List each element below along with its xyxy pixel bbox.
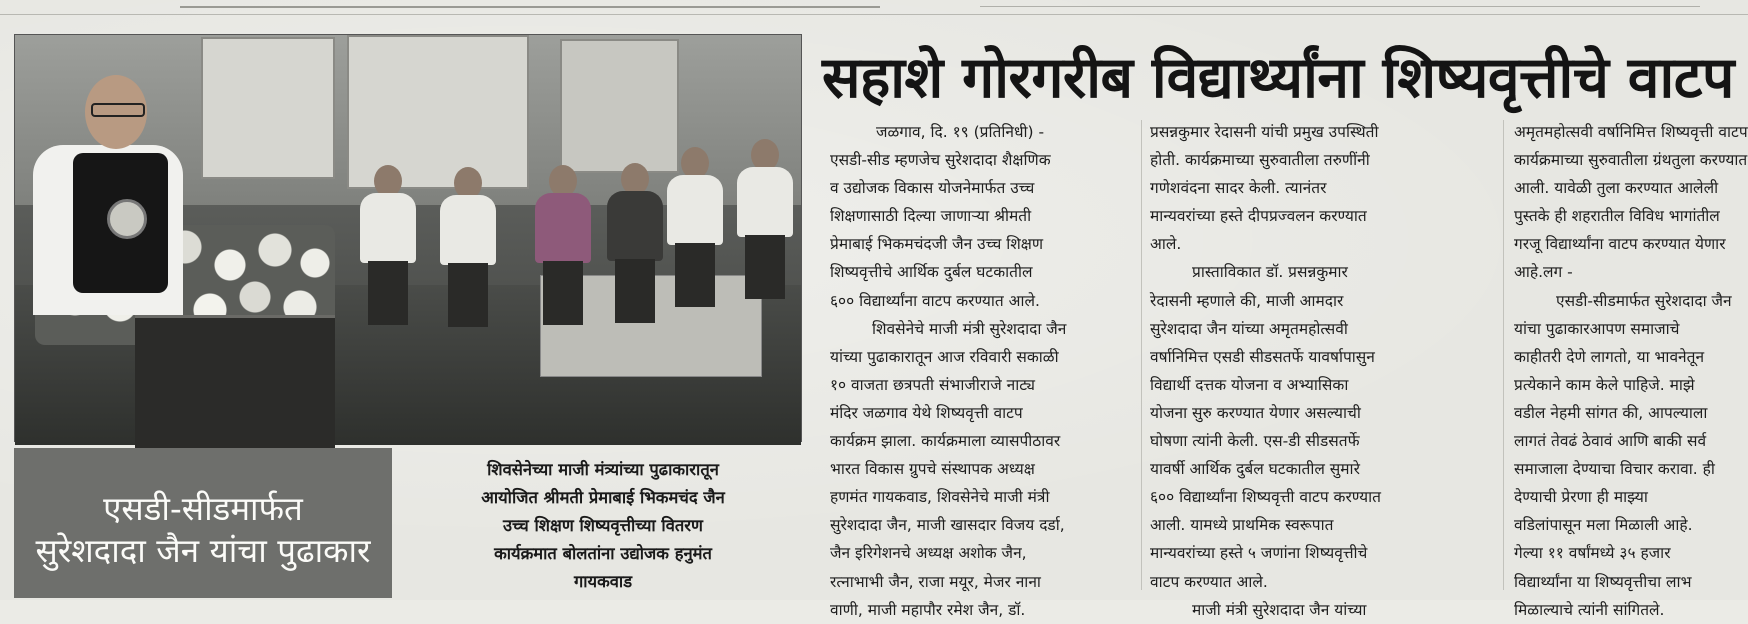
photo-guest (737, 139, 793, 299)
article-line: प्रसन्नकुमार रेदासनी यांची प्रमुख उपस्थिती (1150, 123, 1379, 141)
article-line: माजी मंत्री सुरेशदादा जैन यांच्या (1192, 600, 1367, 619)
article-line: मान्यवरांच्या हस्ते दीपप्रज्वलन करण्यात (1150, 207, 1367, 226)
article-line: ६०० विद्यार्थ्यांना शिष्यवृत्ती वाटप करण्यात (1150, 488, 1381, 507)
article-line: कार्यक्रमाच्या सुरुवातीला ग्रंथतुला करण्यात (1514, 151, 1748, 170)
article-line: हणमंत गायकवाड, शिवसेनेचे माजी मंत्री (830, 488, 1050, 507)
article-line: अमृतमहोत्सवी वर्षानिमित्त शिष्यवृत्ती वाटप (1514, 123, 1748, 141)
photo-guest (440, 167, 496, 327)
article-line: सुरेशदादा जैन यांच्या अमृतमहोत्सवी (1150, 319, 1348, 338)
article-line: गेल्या ११ वर्षांमध्ये ३५ हजार (1514, 544, 1671, 563)
article-line: योजना सुरु करण्यात येणार असल्याची (1150, 403, 1361, 422)
article-line: मंदिर जळगाव येथे शिष्यवृत्ती वाटप (830, 403, 1023, 422)
article-line: मान्यवरांच्या हस्ते ५ जणांना शिष्यवृत्तीचे (1150, 544, 1368, 563)
caption-line: उच्च शिक्षण शिष्यवृत्तीच्या वितरण (503, 516, 703, 535)
article-line: आली. यामध्ये प्राथमिक स्वरूपात (1150, 516, 1334, 535)
article-line: विद्यार्थ्यांना या शिष्यवृत्तीचा लाभ (1514, 572, 1692, 591)
article-line: यांच्या पुढाकारातून आज रविवारी सकाळी (830, 347, 1059, 366)
article-line: एसडी-सीडमार्फत सुरेशदादा जैन (1556, 291, 1732, 310)
photo-guest (667, 147, 723, 307)
article-line: प्रत्येकाने काम केले पाहिजे. माझे (1514, 375, 1695, 394)
article-column-1 (830, 118, 1128, 619)
photo-speaker (33, 75, 183, 435)
event-photo (14, 34, 802, 442)
article-line: वाटप करण्यात आले. (1150, 572, 1268, 591)
article-line: आहे.लग - (1514, 263, 1573, 282)
article-line: होती. कार्यक्रमाच्या सुरुवातीला तरुणींनी (1150, 151, 1370, 170)
caption-line: आयोजित श्रीमती प्रेमाबाई भिकमचंद जैन (481, 488, 725, 507)
caption-box-line: सुरेशदादा जैन यांचा पुढाकार (35, 531, 371, 570)
article-line: आले. (1150, 235, 1182, 254)
article-line: सुरेशदादा जैन, माजी खासदार विजय दर्डा, (830, 516, 1065, 535)
article-line: जैन इरिगेशनचे अध्यक्ष अशोक जैन, (830, 544, 1027, 563)
photo-caption (406, 456, 800, 600)
photo-guest (607, 163, 663, 323)
article-line: रेदासनी म्हणाले की, माजी आमदार (1150, 291, 1344, 310)
article-column-2 (1150, 118, 1490, 619)
article-line: कार्यक्रम झाला. कार्यक्रमाला व्यासपीठावर (830, 432, 1061, 451)
photo-banner (560, 39, 679, 173)
article-line: शिवसेनेचे माजी मंत्री सुरेशदादा जैन (872, 319, 1067, 338)
article-line: पुस्तके ही शहरातील विविध भागांतील (1514, 207, 1720, 226)
caption-line: गायकवाड (573, 572, 633, 591)
top-rule (980, 6, 1700, 7)
article-line: ६०० विद्यार्थ्यांना वाटप करण्यात आले. (830, 291, 1040, 310)
article-line: काहीतरी देणे लागतो, या भावनेतून (1514, 347, 1705, 366)
article-line: घोषणा त्यांनी केली. एस-डी सीडसतर्फे (1150, 432, 1360, 451)
article-line: वडिलांपासून मला मिळाली आहे. (1514, 516, 1693, 535)
page-top-strip (0, 0, 1748, 15)
article-line: यांचा पुढाकारआपण समाजाचे (1514, 319, 1680, 338)
article-line: १० वाजता छत्रपती संभाजीराजे नाट्य (830, 375, 1035, 394)
photo-banner (201, 37, 335, 179)
article-line: प्रास्ताविकात डॉ. प्रसन्नकुमार (1192, 263, 1348, 282)
article-line: देण्याची प्रेरणा ही माझ्या (1514, 488, 1648, 507)
article-line: शिष्यवृत्तीचे आर्थिक दुर्बल घटकातील (830, 263, 1033, 282)
article-line: गरजू विद्यार्थ्यांना वाटप करण्यात येणार (1514, 235, 1726, 254)
article-column-3 (1514, 118, 1748, 619)
caption-box-line: एसडी-सीडमार्फत (103, 489, 303, 528)
photo-guest (360, 165, 416, 325)
top-rule (180, 6, 880, 8)
caption-line: कार्यक्रमात बोलतांना उद्योजक हनुमंत (494, 544, 712, 563)
photo-guest (535, 165, 591, 325)
photo-caption-box (14, 448, 392, 598)
article-line: वडील नेहमी सांगत की, आपल्याला (1514, 403, 1708, 422)
article-line: प्रेमाबाई भिकमचंदजी जैन उच्च शिक्षण (830, 235, 1044, 254)
article-line: शिक्षणासाठी दिल्या जाणाऱ्या श्रीमती (830, 207, 1032, 226)
article-line: यावर्षी आर्थिक दुर्बल घटकातील सुमारे (1150, 460, 1360, 479)
article-line: वाणी, माजी महापौर रमेश जैन, डॉ. (830, 600, 1026, 619)
article-line: जळगाव, दि. १९ (प्रतिनिधी) - (876, 123, 1045, 141)
article-line: लागतं तेवढं ठेवावं आणि बाकी सर्व (1514, 432, 1707, 451)
caption-line: शिवसेनेच्या माजी मंत्र्यांच्या पुढाकारातून (487, 460, 719, 479)
article-line: विद्यार्थी दत्तक योजना व अभ्यासिका (1150, 375, 1349, 394)
column-divider (1503, 120, 1504, 590)
article-headline: सहाशे गोरगरीब विद्यार्थ्यांना शिष्यवृत्तीचे वाटप (822, 45, 1734, 111)
article-line: आली. यावेळी तुला करण्यात आलेली (1514, 179, 1719, 198)
article-line: वर्षानिमित्त एसडी सीडसतर्फे यावर्षापासुन (1150, 347, 1375, 366)
article-line: व उद्योजक विकास योजनेमार्फत उच्च (830, 179, 1035, 198)
article-line: गणेशवंदना सादर केली. त्यानंतर (1150, 179, 1327, 198)
column-divider (1141, 120, 1142, 590)
article-line: मिळाल्याचे त्यांनी सांगितले. (1514, 600, 1665, 619)
article-line: भारत विकास ग्रुपचे संस्थापक अध्यक्ष (830, 460, 1035, 479)
article-line: समाजाला देण्याचा विचार करावा. ही (1514, 460, 1715, 479)
article-line: रत्नाभाभी जैन, राजा मयूर, मेजर नाना (830, 572, 1041, 591)
article-line: एसडी-सीड म्हणजेच सुरेशदादा शैक्षणिक (830, 151, 1051, 170)
